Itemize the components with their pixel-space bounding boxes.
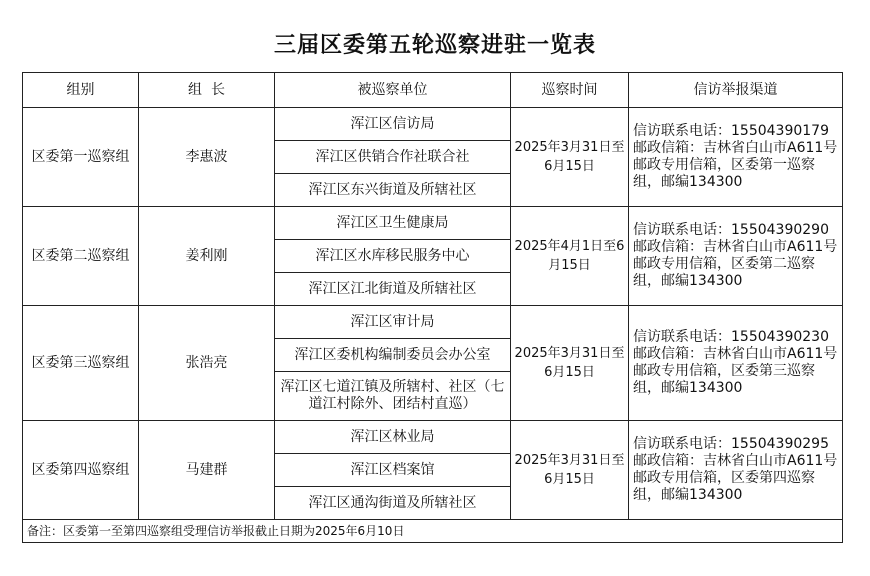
unit-cell: 浑江区通沟街道及所辖社区 xyxy=(275,487,511,520)
note-row xyxy=(23,520,843,543)
unit-cell: 浑江区东兴街道及所辖社区 xyxy=(275,174,511,207)
unit-cell: 浑江区卫生健康局 xyxy=(275,207,511,240)
unit-cell: 浑江区审计局 xyxy=(275,306,511,339)
header-row xyxy=(23,73,843,108)
group-leader: 姜利刚 xyxy=(139,207,275,306)
inspection-time: 2025年3月31日至6月15日 xyxy=(511,421,629,520)
report-channel: 信访联系电话：15504390290 邮政信箱：吉林省白山市A611号邮政专用信箱，区委第二巡察组，邮编134300 xyxy=(629,207,843,306)
inspection-time: 2025年4月1日至6月15日 xyxy=(511,207,629,306)
group-name: 区委第二巡察组 xyxy=(23,207,139,306)
table-row xyxy=(23,421,843,454)
unit-cell: 浑江区信访局 xyxy=(275,108,511,141)
header-channel: 信访举报渠道 xyxy=(629,73,843,108)
unit-cell: 浑江区供销合作社联合社 xyxy=(275,141,511,174)
unit-cell: 浑江区七道江镇及所辖村、社区（七道江村除外、团结村直巡） xyxy=(275,372,511,421)
header-group: 组别 xyxy=(23,73,139,108)
group-leader: 张浩亮 xyxy=(139,306,275,421)
page-title: 三届区委第五轮巡察进驻一览表 xyxy=(273,32,596,58)
inspection-table xyxy=(22,72,843,543)
header-time: 巡察时间 xyxy=(511,73,629,108)
header-units: 被巡察单位 xyxy=(275,73,511,108)
report-channel: 信访联系电话：15504390179 邮政信箱：吉林省白山市A611号邮政专用信箱，区委第一巡察组，邮编134300 xyxy=(629,108,843,207)
header-leader: 组 长 xyxy=(139,73,275,108)
inspection-time: 2025年3月31日至6月15日 xyxy=(511,306,629,421)
report-channel: 信访联系电话：15504390295 邮政信箱：吉林省白山市A611号邮政专用信箱，区委第四巡察组，邮编134300 xyxy=(629,421,843,520)
group-name: 区委第一巡察组 xyxy=(23,108,139,207)
group-name: 区委第四巡察组 xyxy=(23,421,139,520)
note-text: 备注：区委第一至第四巡察组受理信访举报截止日期为2025年6月10日 xyxy=(23,520,843,543)
group-leader: 李惠波 xyxy=(139,108,275,207)
unit-cell: 浑江区林业局 xyxy=(275,421,511,454)
table-row xyxy=(23,207,843,240)
inspection-time: 2025年3月31日至6月15日 xyxy=(511,108,629,207)
table-row xyxy=(23,108,843,141)
report-channel: 信访联系电话：15504390230 邮政信箱：吉林省白山市A611号邮政专用信箱，区委第三巡察组，邮编134300 xyxy=(629,306,843,421)
unit-cell: 浑江区委机构编制委员会办公室 xyxy=(275,339,511,372)
unit-cell: 浑江区江北街道及所辖社区 xyxy=(275,273,511,306)
unit-cell: 浑江区水库移民服务中心 xyxy=(275,240,511,273)
unit-cell: 浑江区档案馆 xyxy=(275,454,511,487)
group-name: 区委第三巡察组 xyxy=(23,306,139,421)
group-leader: 马建群 xyxy=(139,421,275,520)
table-row xyxy=(23,306,843,339)
